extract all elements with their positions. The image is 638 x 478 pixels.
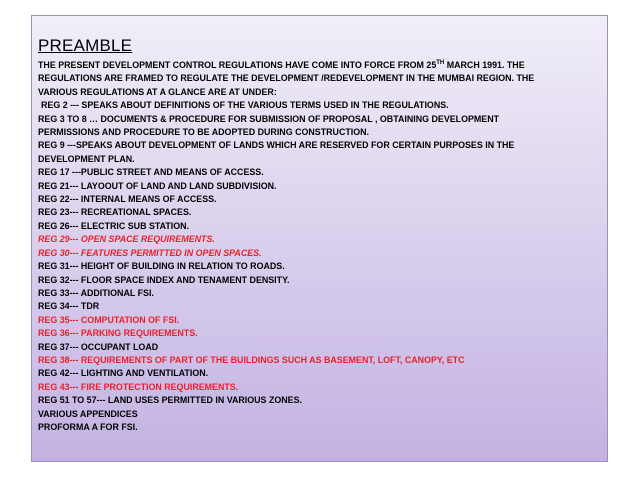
reg-21: REG 21--- LAYOOUT OF LAND AND LAND SUBDIVISION. (38, 180, 277, 191)
reg-36: REG 36--- PARKING REQUIREMENTS. (38, 328, 198, 339)
reg-37: REG 37--- OCCUPANT LOAD (38, 341, 159, 352)
reg-30: REG 30--- FEATURES PERMITTED IN OPEN SPACES. (38, 247, 262, 258)
reg-38: REG 38--- REQUIREMENTS OF PART OF THE BUILDINGS SUCH AS BASEMENT, LOFT, CANOPY, ETC (38, 354, 465, 365)
reg-51-to-57: REG 51 TO 57--- LAND USES PERMITTED IN VARIOUS ZONES. (38, 395, 302, 406)
reg-32: REG 32--- FLOOR SPACE INDEX AND TENAMENT DENSITY. (38, 274, 290, 285)
regulations-text (38, 59, 603, 434)
slide-content (38, 36, 603, 434)
reg-42: REG 42--- LIGHTING AND VENTILATION. (38, 368, 209, 379)
reg-23: REG 23--- RECREATIONAL SPACES. (38, 207, 192, 218)
intro-line-2: REGULATIONS ARE FRAMED TO REGULATE THE DEVELOPMENT /REDEVELOPMENT IN THE MUMBAI REGION. THE (38, 73, 535, 84)
reg-3-to-8-line-1: REG 3 TO 8 … DOCUMENTS & PROCEDURE FOR SUBMISSION OF PROPOSAL , OBTAINING DEVELOPMENT (38, 113, 500, 124)
reg-29: REG 29--- OPEN SPACE REQUIREMENTS. (38, 234, 215, 245)
slide (31, 15, 608, 462)
reg-34: REG 34--- TDR (38, 301, 100, 312)
intro-line-1: THE PRESENT DEVELOPMENT CONTROL REGULATIONS HAVE COME INTO FORCE FROM 25TH MARCH 1991. THE (38, 60, 525, 70)
reg-22: REG 22--- INTERNAL MEANS OF ACCESS. (38, 194, 217, 205)
reg-35: REG 35--- COMPUTATION OF FSI. (38, 314, 180, 325)
slide-title: PREAMBLE (38, 36, 133, 55)
reg-17: REG 17 ---PUBLIC STREET AND MEANS OF ACCESS. (38, 167, 264, 178)
intro-line-3: VARIOUS REGULATIONS AT A GLANCE ARE AT UNDER: (38, 86, 277, 97)
reg-31: REG 31--- HEIGHT OF BUILDING IN RELATION TO ROADS. (38, 261, 285, 272)
reg-2: REG 2 --- SPEAKS ABOUT DEFINITIONS OF THE VARIOUS TERMS USED IN THE REGULATIONS. (41, 100, 449, 111)
reg-26: REG 26--- ELECTRIC SUB STATION. (38, 220, 190, 231)
reg-3-to-8-line-2: PERMISSIONS AND PROCEDURE TO BE ADOPTED DURING CONSTRUCTION. (38, 127, 370, 138)
proforma-a: PROFORMA A FOR FSI. (38, 421, 138, 432)
various-appendices: VARIOUS APPENDICES (38, 408, 138, 419)
reg-9-line-1: REG 9 ---SPEAKS ABOUT DEVELOPMENT OF LANDS WHICH ARE RESERVED FOR CERTAIN PURPOSES IN THE (38, 140, 515, 151)
reg-9-line-2: DEVELOPMENT PLAN. (38, 153, 135, 164)
reg-43: REG 43--- FIRE PROTECTION REQUIREMENTS. (38, 381, 239, 392)
reg-33: REG 33--- ADDITIONAL FSI. (38, 287, 154, 298)
